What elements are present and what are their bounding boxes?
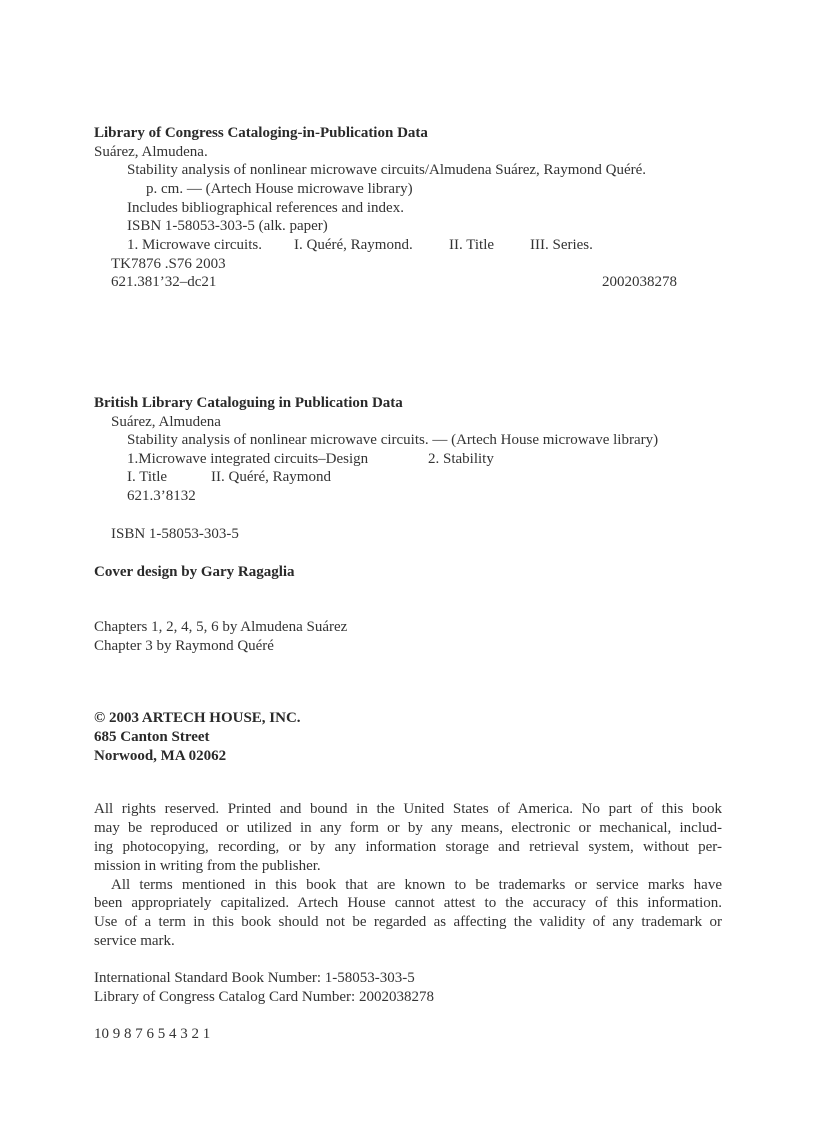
trademark-line: Use of a term in this book should not be regarded as affecting the validity of any trademark or (94, 914, 722, 930)
lc-card-number: Library of Congress Catalog Card Number: 2002038278 (94, 989, 434, 1005)
loc-isbn-line: ISBN 1-58053-303-5 (alk. paper) (127, 218, 328, 234)
loc-subject: I. Quéré, Raymond. (294, 237, 413, 253)
loc-call-number: TK7876 .S76 2003 (111, 256, 226, 272)
trademark-line: service mark. (94, 933, 175, 949)
trademark-line: been appropriately capitalized. Artech House cannot attest to the accuracy of this information. (94, 895, 722, 911)
loc-notes-line: Includes bibliographical references and index. (127, 200, 404, 216)
publisher-street: 685 Canton Street (94, 729, 210, 745)
trademark-line: All terms mentioned in this book that are known to be trademarks or service marks have (111, 877, 722, 893)
bl-title-line: Stability analysis of nonlinear microwave circuits. — (Artech House microwave library) (127, 432, 659, 448)
bl-subjects-line-1 (0, 450, 816, 469)
chapter-credit: Chapters 1, 2, 4, 5, 6 by Almudena Suárez (94, 619, 348, 635)
bl-dewey: 621.3’8132 (127, 488, 196, 504)
loc-subject: III. Series. (530, 237, 593, 253)
bl-subjects-line-2 (0, 468, 816, 487)
copyright-notice: © 2003 ARTECH HOUSE, INC. (94, 710, 301, 726)
loc-lccn: 2002038278 (602, 274, 677, 290)
chapter-credit: Chapter 3 by Raymond Quéré (94, 638, 274, 654)
bl-isbn: ISBN 1-58053-303-5 (111, 526, 239, 542)
loc-dewey: 621.381’32–dc21 (111, 274, 217, 290)
rights-line: mission in writing from the publisher. (94, 858, 321, 874)
rights-line: All rights reserved. Printed and bound in the United States of America. No part of this book (94, 801, 722, 817)
loc-heading: Library of Congress Cataloging-in-Publication Data (94, 125, 428, 141)
cover-design-credit: Cover design by Gary Ragaglia (94, 564, 295, 580)
bl-subject: II. Quéré, Raymond (211, 469, 331, 485)
bl-subject: 1.Microwave integrated circuits–Design (127, 451, 369, 467)
loc-subjects-line (0, 236, 816, 255)
bl-heading: British Library Cataloguing in Publication Data (94, 395, 403, 411)
loc-subject: 1. Microwave circuits. (127, 237, 262, 253)
printing-line: 10 9 8 7 6 5 4 3 2 1 (94, 1026, 211, 1042)
loc-series-line: p. cm. — (Artech House microwave library) (146, 181, 413, 197)
rights-line: may be reproduced or utilized in any form or by any means, electronic or mechanical, includ- (94, 820, 722, 836)
loc-subject: II. Title (449, 237, 495, 253)
isbn-number: International Standard Book Number: 1-58053-303-5 (94, 970, 415, 986)
loc-title-line: Stability analysis of nonlinear microwave circuits/Almudena Suárez, Raymond Quéré. (127, 162, 647, 178)
rights-line: ing photocopying, recording, or by any information storage and retrieval system, without per- (94, 839, 722, 855)
bl-subject: I. Title (127, 469, 168, 485)
bl-author: Suárez, Almudena (111, 414, 221, 430)
publisher-city: Norwood, MA 02062 (94, 748, 227, 764)
loc-author: Suárez, Almudena. (94, 144, 208, 160)
bl-subject: 2. Stability (428, 451, 494, 467)
